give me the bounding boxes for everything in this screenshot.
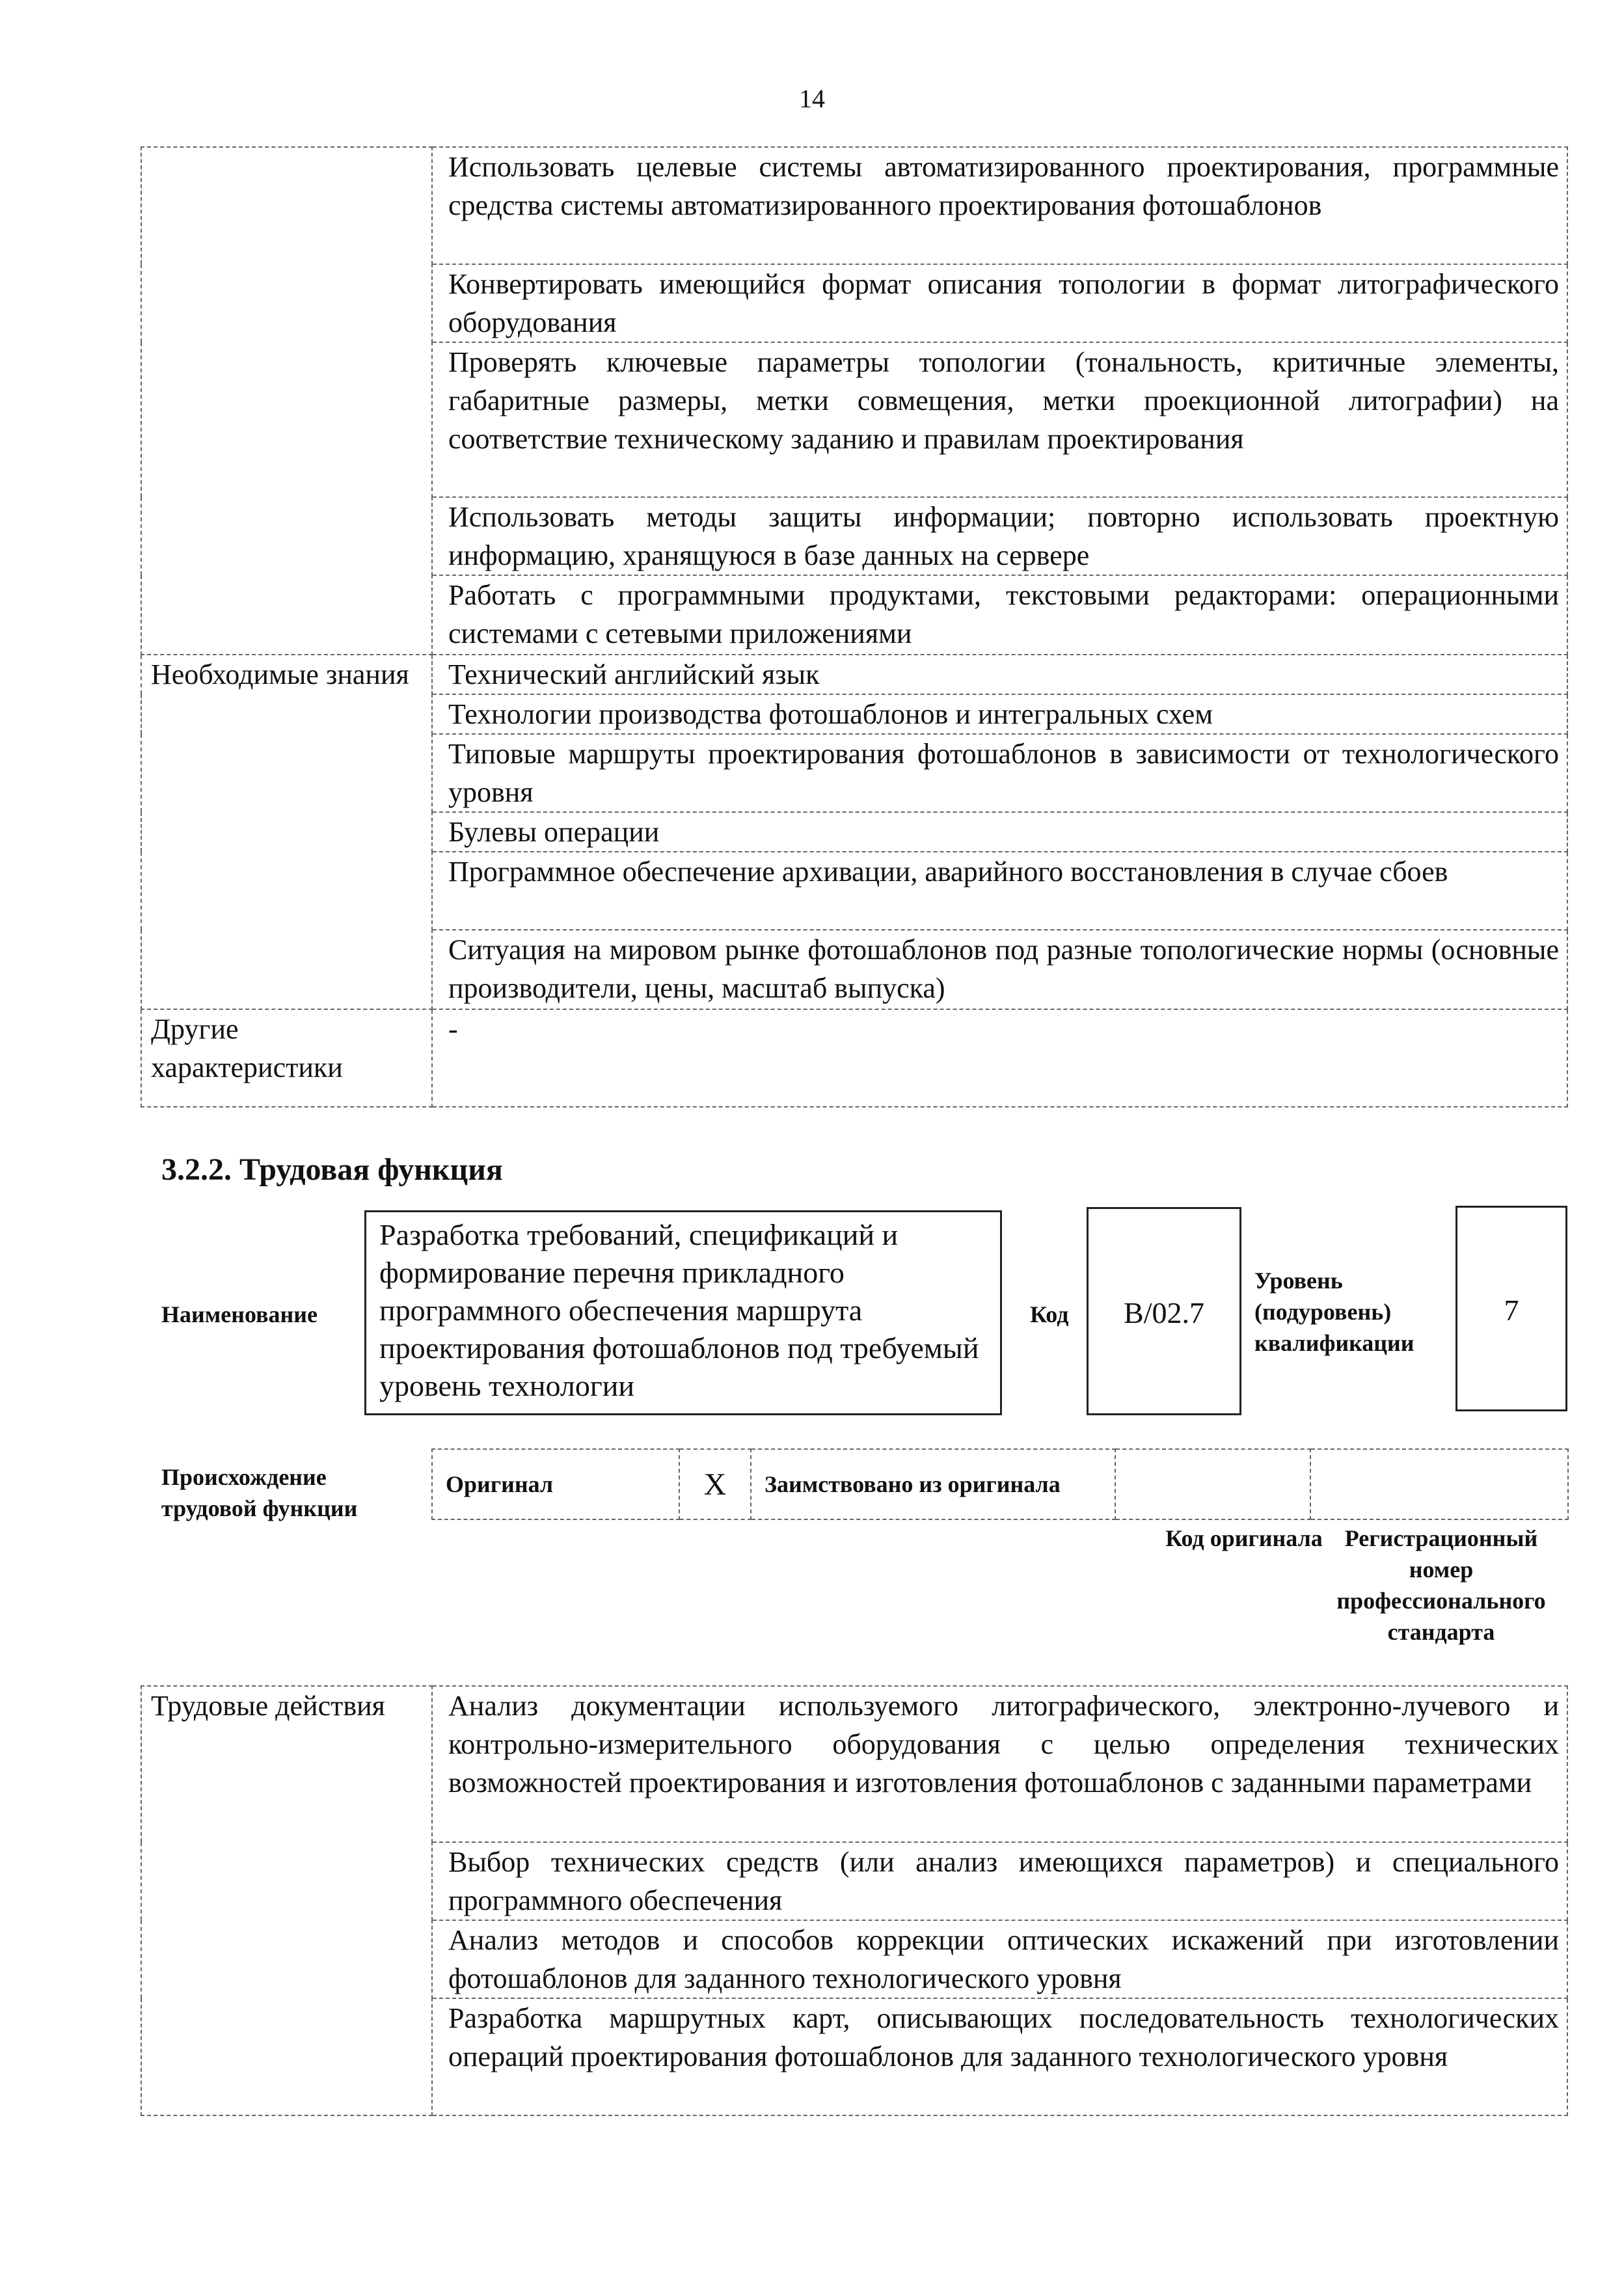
- origin-label: Происхождение трудовой функции: [161, 1464, 358, 1521]
- other-characteristics-label: Другие характеристики: [141, 1009, 432, 1107]
- section-title: 3.2.2. Трудовая функция: [161, 1152, 503, 1187]
- action-item: Выбор технических средств (или анализ имеющихся параметров) и специального программного обеспечения: [432, 1842, 1567, 1920]
- page-number: 14: [799, 84, 825, 113]
- qualification-level-label: Уровень (подуровень) квалификации: [1254, 1268, 1414, 1356]
- action-item: Разработка маршрутных карт, описывающих последовательность технологических операций проектирования фотошаблонов для заданного технологического уровня: [432, 1998, 1567, 2115]
- knowledge-label: Необходимые знания: [141, 655, 432, 1009]
- labor-actions-table: [141, 1685, 1568, 2116]
- skill-item: Проверять ключевые параметры топологии (тональность, критичные элементы, габаритные размеры, метки совмещения, метки проекционной литографии) на соответствие техническому заданию и правилам проектирования: [432, 342, 1567, 497]
- competency-table: [141, 146, 1568, 1107]
- code-box: [1087, 1207, 1241, 1415]
- knowledge-item: Ситуация на мировом рынке фотошаблонов под разные топологические нормы (основные производители, цены, масштаб выпуска): [432, 930, 1567, 1009]
- skill-item: Использовать методы защиты информации; повторно использовать проектную информацию, хранящуюся в базе данных на сервере: [432, 497, 1567, 575]
- function-name-box: [364, 1210, 1002, 1415]
- knowledge-item: Типовые маршруты проектирования фотошаблонов в зависимости от технологического уровня: [432, 734, 1567, 812]
- skill-item: Использовать целевые системы автоматизированного проектирования, программные средства системы автоматизированного проектирования фотошаблонов: [432, 147, 1567, 264]
- knowledge-item: Программное обеспечение архивации, аварийного восстановления в случае сбоев: [432, 852, 1567, 930]
- qualification-level-box: [1455, 1206, 1567, 1411]
- origin-borrowed: Заимствовано из оригинала: [751, 1449, 1115, 1519]
- skills-label-cell: [141, 147, 432, 655]
- actions-label: Трудовые действия: [141, 1686, 432, 2115]
- code-label: Код: [1030, 1301, 1069, 1327]
- knowledge-item: Технический английский язык: [432, 655, 1567, 694]
- knowledge-item: Технологии производства фотошаблонов и интегральных схем: [432, 694, 1567, 734]
- qualification-level-value: 7: [1504, 1294, 1519, 1327]
- skill-item: Работать с программными продуктами, текстовыми редакторами: операционными системами с сетевыми приложениями: [432, 575, 1567, 655]
- origin-mark: X: [679, 1449, 751, 1519]
- reg-number-cell: [1310, 1449, 1568, 1519]
- origin-row: [431, 1448, 1569, 1520]
- code-value: B/02.7: [1124, 1296, 1204, 1329]
- code-original-cell: [1115, 1449, 1310, 1519]
- origin-original: Оригинал: [432, 1449, 679, 1519]
- reg-number-label: Регистрационный номер профессионального стандарта: [1336, 1525, 1546, 1645]
- action-item: Анализ документации используемого литографического, электронно-лучевого и контрольно-измерительного оборудования с целью определения технических возможностей проектирования и изготовления фотошаблонов с заданными параметрами: [432, 1686, 1567, 1842]
- code-original-label: Код оригинала: [1165, 1525, 1323, 1551]
- knowledge-item: Булевы операции: [432, 812, 1567, 852]
- name-label: Наименование: [161, 1301, 318, 1327]
- action-item: Анализ методов и способов коррекции оптических искажений при изготовлении фотошаблонов для заданного технологического уровня: [432, 1920, 1567, 1998]
- skill-item: Конвертировать имеющийся формат описания топологии в формат литографического оборудования: [432, 264, 1567, 342]
- other-characteristics-value: -: [432, 1009, 1567, 1107]
- function-name: Разработка требований, спецификаций и формирование перечня прикладного программного обеспечения маршрута проектирования фотошаблонов под требуемый уровень технологии: [379, 1218, 979, 1402]
